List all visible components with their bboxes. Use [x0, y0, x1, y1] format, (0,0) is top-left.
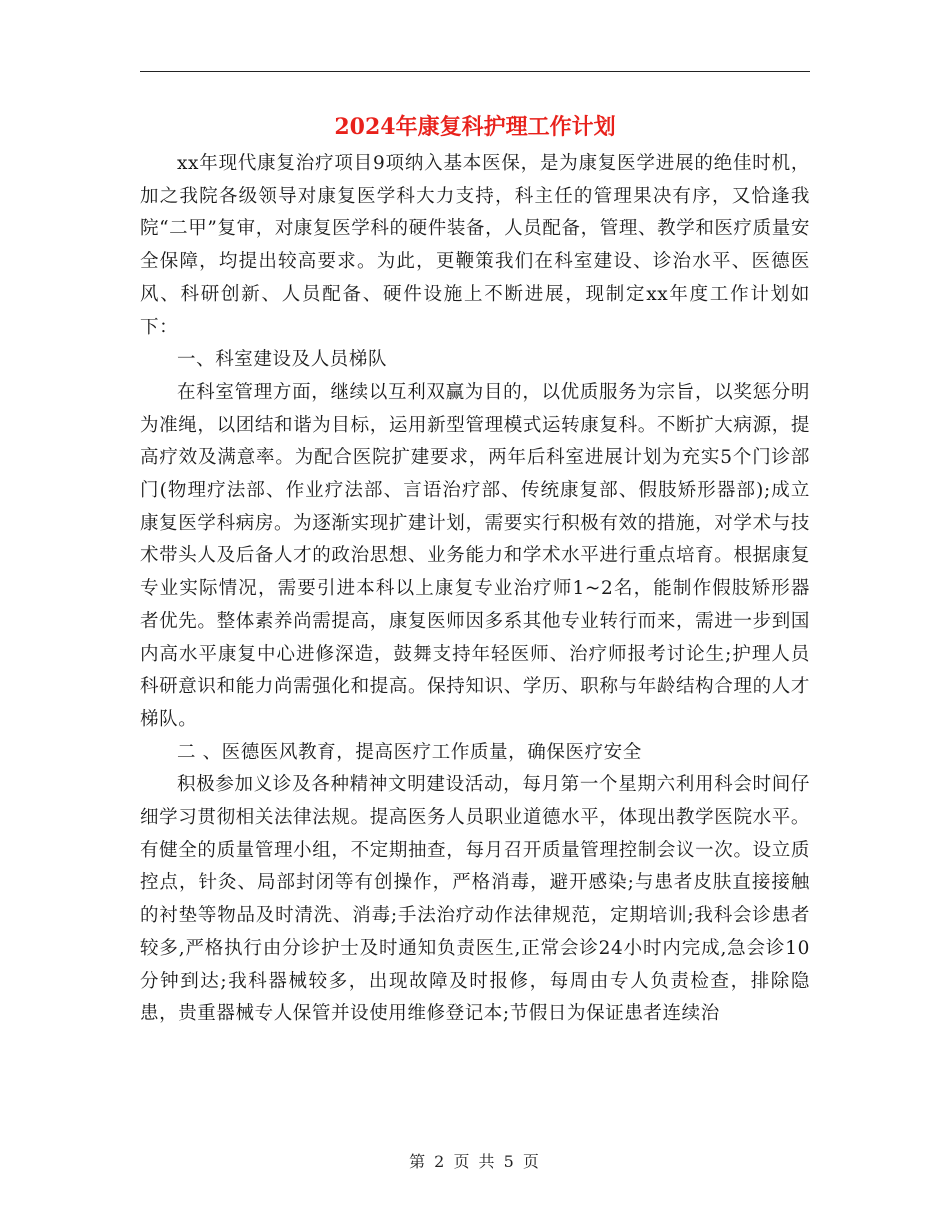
paragraph-section-1: 在科室管理方面，继续以互利双赢为目的，以优质服务为宗旨，以奖惩分明为准绳，以团结和谐为目标，运用新型管理模式运转康复科。不断扩大病源，提高疗效及满意率。为配合医院扩建要求，两年后科室进展计划为充实5个门诊部门(物理疗法部、作业疗法部、言语治疗部、传统康复部、假肢矫形器部);成立康复医学科病房。为逐渐实现扩建计划，需要实行积极有效的措施，对学术与技术带头人及后备人才的政治思想、业务能力和学术水平进行重点培育。根据康复专业实际情况，需要引进本科以上康复专业治疗师1~2名，能制作假肢矫形器者优先。整体素养尚需提高，康复医师因多系其他专业转行而来，需进一步到国内高水平康复中心进修深造，鼓舞支持年轻医师、治疗师报考讨论生;护理人员科研意识和能力尚需强化和提高。保持知识、学历、职称与年龄结构合理的人才梯队。: [140, 381, 810, 730]
header-rule: [140, 71, 810, 72]
section-heading-1: 一、科室建设及人员梯队: [177, 349, 388, 371]
document-body: [140, 148, 810, 1031]
page-number-footer: 第 2 页 共 5 页: [409, 1152, 541, 1171]
section-heading-2: 二 、医德医风教育，提高医疗工作质量，确保医疗安全: [177, 741, 642, 763]
paragraph-section-2: 积极参加义诊及各种精神文明建设活动，每月第一个星期六利用科会时间仔细学习贯彻相关法律法规。提高医务人员职业道德水平，体现出教学医院水平。有健全的质量管理小组，不定期抽查，每月召开质量管理控制会议一次。设立质控点，针灸、局部封闭等有创操作，严格消毒，避开感染;与患者皮肤直接接触的衬垫等物品及时清洗、消毒;手法治疗动作法律规范，定期培训;我科会诊患者较多,严格执行由分诊护士及时通知负责医生,正常会诊24小时内完成,急会诊10分钟到达;我科器械较多，出现故障及时报修，每周由专人负责检查，排除隐患，贵重器械专人保管并设使用维修登记本;节假日为保证患者连续治: [140, 774, 810, 1025]
document-title: 2024年康复科护理工作计划: [334, 114, 616, 140]
paragraph-intro: xx年现代康复治疗项目9项纳入基本医保，是为康复医学进展的绝佳时机，加之我院各级领导对康复医学科大力支持，科主任的管理果决有序，又恰逢我院“二甲”复审，对康复医学科的硬件装备，人员配备，管理、教学和医疗质量安全保障，均提出较高要求。为此，更鞭策我们在科室建设、诊治水平、医德医风、科研创新、人员配备、硬件设施上不断进展，现制定xx年度工作计划如下：: [140, 153, 810, 338]
